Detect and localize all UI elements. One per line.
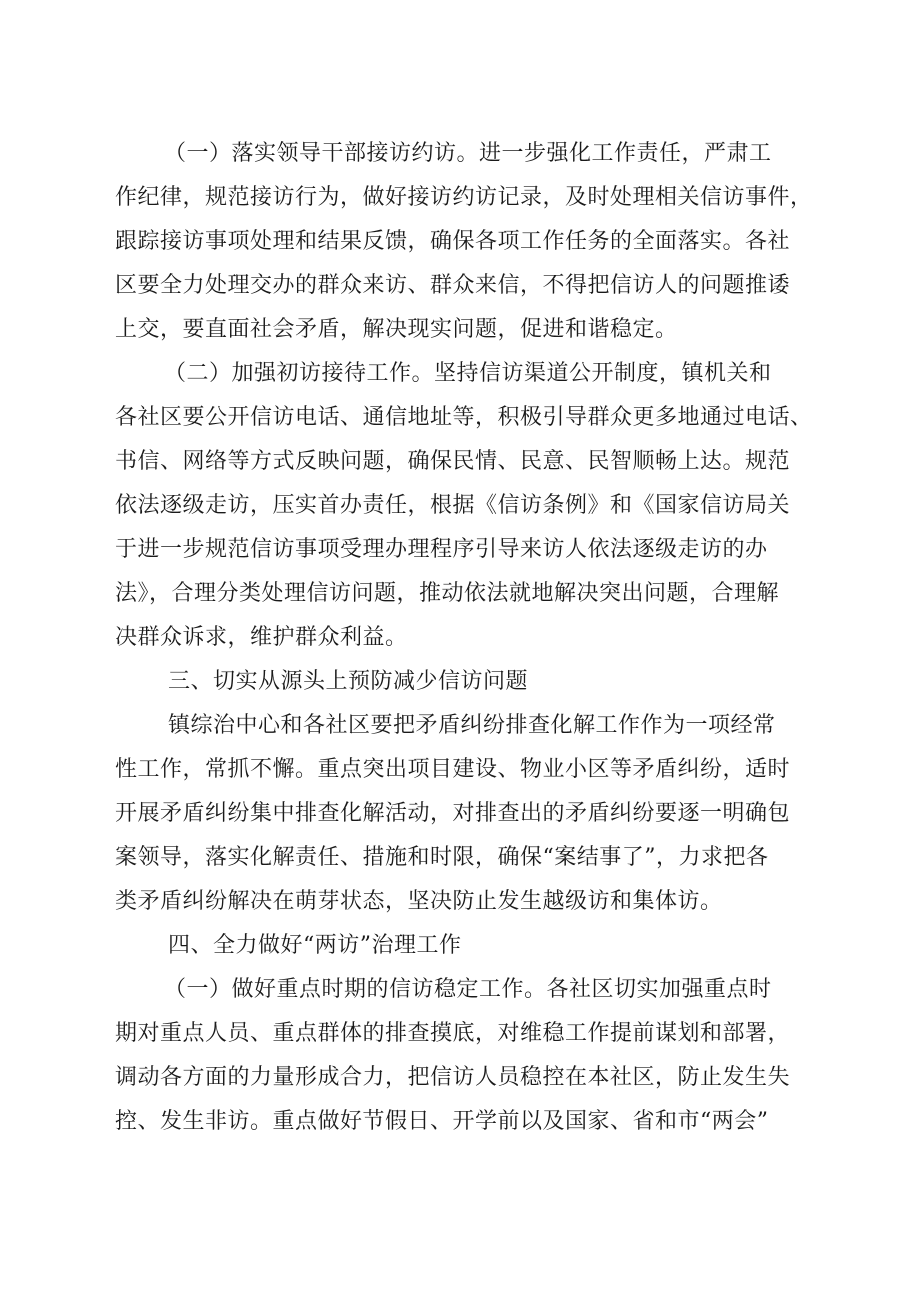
paragraph-3-line-2: 性工作，常抓不懈。重点突出项目建设、物业小区等矛盾纠纷，适时 [115,757,791,782]
paragraph-4-line-3: 调动各方面的力量形成合力，把信访人员稳控在本社区，防止发生失 [115,1065,791,1090]
paragraph-1-line-1: （一）落实领导干部接访约访。进一步强化工作责任，严肃工 [164,141,772,166]
paragraph-3-line-5: 类矛盾纠纷解决在萌芽状态，坚决防止发生越级访和集体访。 [115,889,723,914]
paragraph-4-line-1: （一）做好重点时期的信访稳定工作。各社区切实加强重点时 [164,977,772,1002]
paragraph-3-line-3: 开展矛盾纠纷集中排查化解活动，对排查出的矛盾纠纷要逐一明确包 [115,801,791,826]
paragraph-4-line-2: 期对重点人员、重点群体的排查摸底，对维稳工作提前谋划和部署， [115,1021,791,1046]
paragraph-3-line-4: 案领导，落实化解责任、措施和时限，确保“案结事了”，力求把各 [115,845,769,870]
paragraph-4-line-4: 控、发生非访。重点做好节假日、开学前以及国家、省和市“两会” [115,1109,769,1134]
paragraph-2-line-3: 书信、网络等方式反映问题，确保民情、民意、民智顺畅上达。规范 [115,449,791,474]
paragraph-2-line-7: 决群众诉求，维护群众利益。 [115,625,408,650]
paragraph-1-line-3: 跟踪接访事项处理和结果反馈，确保各项工作任务的全面落实。各社 [115,229,791,254]
paragraph-2-line-4: 依法逐级走访，压实首办责任，根据《信访条例》和《国家信访局关 [115,493,791,518]
paragraph-1-line-2: 作纪律，规范接访行为，做好接访约访记录，及时处理相关信访事件， [115,185,813,210]
section-3-heading: 三、切实从源头上预防减少信访问题 [168,669,529,694]
paragraph-2-line-1: （二）加强初访接待工作。坚持信访渠道公开制度，镇机关和 [164,361,772,386]
paragraph-1-line-4: 区要全力处理交办的群众来访、群众来信，不得把信访人的问题推诿 [115,273,791,298]
paragraph-2-line-6: 法》，合理分类处理信访问题，推动依法就地解决突出问题，合理解 [115,581,780,606]
paragraph-2-line-5: 于进一步规范信访事项受理办理程序引导来访人依法逐级走访的办 [115,537,768,562]
paragraph-3-line-1: 镇综治中心和各社区要把矛盾纠纷排查化解工作作为一项经常 [168,713,776,738]
paragraph-1-line-5: 上交，要直面社会矛盾，解决现实问题，促进和谐稳定。 [115,317,678,342]
section-4-heading: 四、全力做好“两访”治理工作 [168,933,462,958]
paragraph-2-line-2: 各社区要公开信访电话、通信地址等，积极引导群众更多地通过电话、 [115,405,813,430]
